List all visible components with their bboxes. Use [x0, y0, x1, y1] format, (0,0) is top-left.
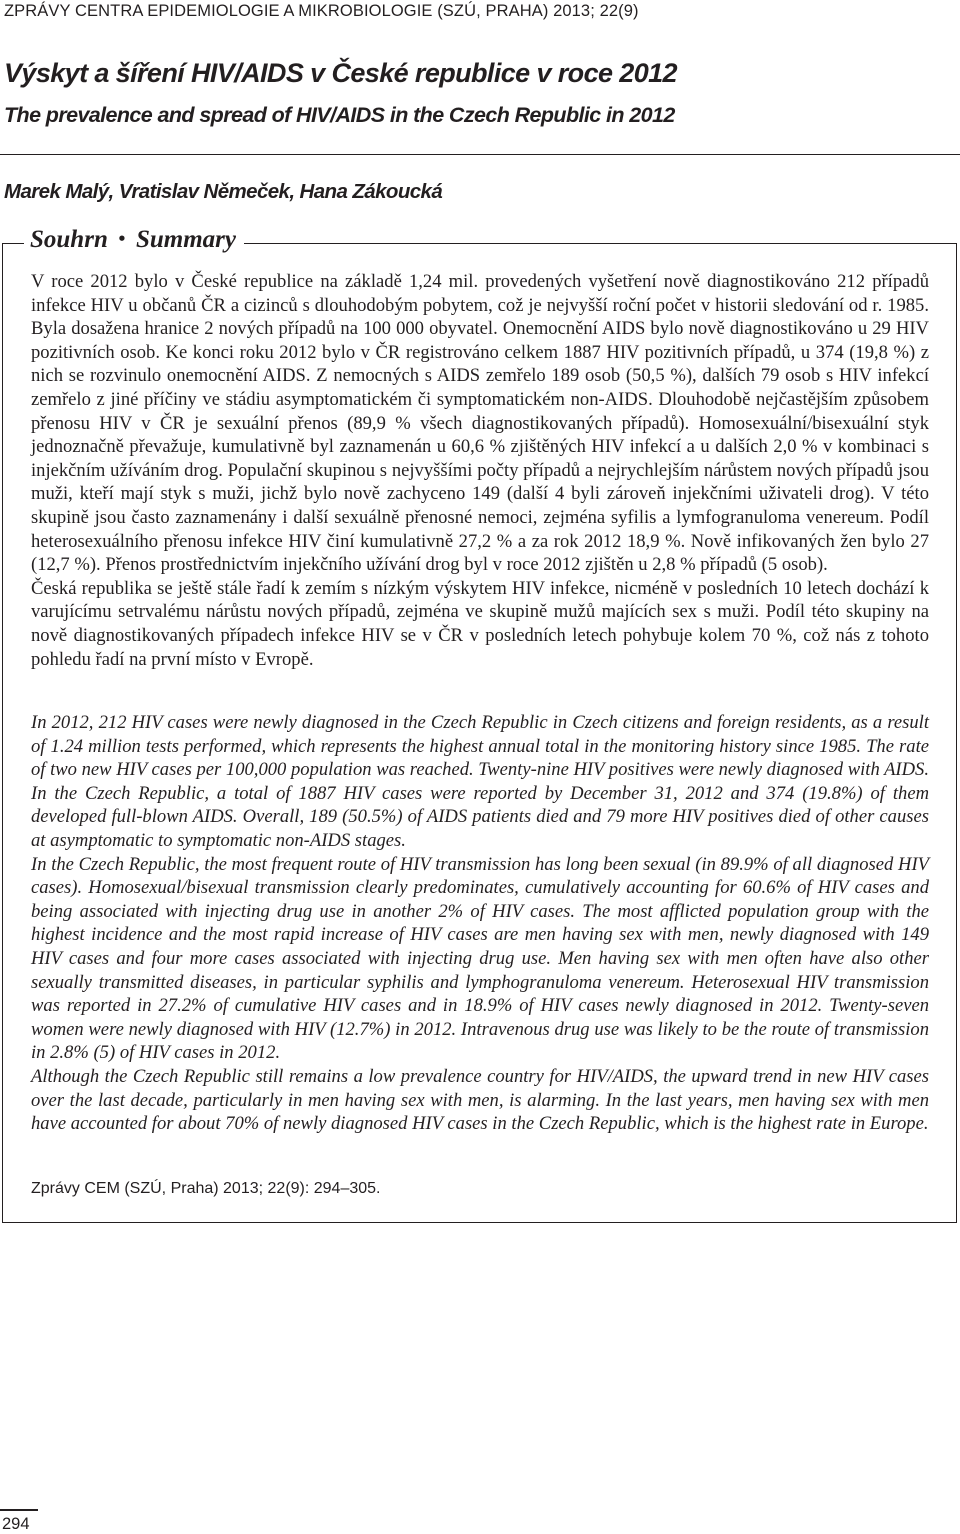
summary-frame-top-right — [244, 243, 957, 244]
journal-header: ZPRÁVY CENTRA EPIDEMIOLOGIE A MIKROBIOLOGIE (SZÚ, PRAHA) 2013; 22(9) — [4, 2, 639, 20]
citation: Zprávy CEM (SZÚ, Praha) 2013; 22(9): 294–305. — [31, 1180, 381, 1197]
article-title-english: The prevalence and spread of HIV/AIDS in the Czech Republic in 2012 — [4, 103, 675, 127]
abstract-czech-paragraph: V roce 2012 bylo v České republice na základě 1,24 mil. provedených vyšetření nově diagnostikováno 212 případů infekce HIV u občanů ČR a cizinců s dlouhodobým pobytem, což je nejvyšší roční počet v historii sledování od r. 1985. Byla dosažena hranice 2 nových případů na 100 000 obyvatel. Onemocnění AIDS bylo nově diagnostikováno u 29 HIV pozitivních osob. Ke konci roku 2012 bylo v ČR registrováno celkem 1887 HIV pozitivních případů, u 374 (19,8 %) z nich se rozvinulo onemocnění AIDS. Z nemocných s AIDS zemřelo 189 osob (50,5 %), dalších 79 osob s HIV infekcí zemřelo z jiné příčiny ve stádiu asymptomatickém či symptomatickém non-AIDS. Dlouhodobě nejčastějším způsobem přenosu HIV v ČR je sexuální přenos (89,9 % všech diagnostikovaných případů). Homosexuální/bisexuální styk jednoznačně převažuje, kumulativně byl zaznamenán u 60,6 % zjištěných HIV infekcí a u dalších 2,0 % v kombinaci s injekčním užíváním drog. Populační skupinou s nejvyššími počty případů a nejrychlejším nárůstem nových případů jsou muži, kteří mají styk s muži, jichž bylo nově zachyceno 149 (další 4 byli zároveň injekčními uživateli drog). V této skupině jsou často zaznamenány i další sexuálně přenosné nemoci, zejména syfilis a lymfogranuloma venereum. Podíl heterosexuálního přenosu infekce HIV činí kumulativně 27,2 % a za rok 2012 18,9 %. Nově infikovaných žen bylo 27 (12,7 %). Přenos prostřednictvím injekčního užívání drog byl v roce 2012 zjištěn u 2,8 % případů (5 osob). — [31, 271, 929, 576]
summary-heading-separator: • — [117, 230, 127, 248]
abstract-english — [31, 711, 929, 1136]
abstract-czech — [31, 270, 929, 671]
abstract-czech-paragraph: Česká republika se ještě stále řadí k zemím s nízkým výskytem HIV infekce, nicméně v posledních 10 letech dochází k varujícímu setrvalému nárůstu nových případů, zejména ve skupině mužů majících sex s muži. Podíl této skupiny na nově diagnostikovaných případech infekce HIV se v ČR v posledních letech pohybuje kolem 70 %, což nás z tohoto pohledu řadí na první místo v Evropě. — [31, 577, 929, 670]
summary-heading-cz: Souhrn — [30, 226, 108, 253]
abstract-english-paragraph: In 2012, 212 HIV cases were newly diagnosed in the Czech Republic in Czech citizens and foreign residents, as a result of 1.24 million tests performed, which represents the highest annual total in the monitoring history since 1985. The rate of two new HIV cases per 100,000 population was reached. Twenty-nine HIV positives were newly diagnosed with AIDS. In the Czech Republic, a total of 1887 HIV cases were reported by December 31, 2012 and 374 (19.8%) of them developed full-blown AIDS. Overall, 189 (50.5%) of AIDS patients died and 79 more HIV positives died of other causes at asymptomatic to symptomatic non-AIDS stages. — [31, 712, 929, 851]
article-title-czech: Výskyt a šíření HIV/AIDS v České republice v roce 2012 — [4, 58, 677, 88]
author-list: Marek Malý, Vratislav Němeček, Hana Zákoucká — [4, 180, 443, 203]
summary-heading — [30, 226, 236, 254]
summary-frame-top-left — [2, 243, 24, 244]
abstract-english-paragraph: Although the Czech Republic still remains a low prevalence country for HIV/AIDS, the upward trend in new HIV cases over the last decade, particularly in men having sex with men, is alarming. In the last years, men having sex with men have accounted for about 70% of newly diagnosed HIV cases in the Czech Republic, which is the highest rate in Europe. — [31, 1065, 929, 1135]
summary-heading-en: Summary — [135, 226, 236, 253]
page-number: 294 — [0, 1509, 38, 1534]
abstract-english-paragraph: In the Czech Republic, the most frequent route of HIV transmission has long been sexual (in 89.9% of all diagnosed HIV cases). Homosexual/bisexual transmission clearly predominates, cumulatively accounting for 60.6% of HIV cases and being associated with injecting drug use in another 2% of HIV cases. The most afflicted population group with the highest incidence and the most rapid increase of HIV cases are men having sex with men, newly diagnosed with 149 HIV cases and four more cases associated with injecting drug use. Men having sex with men often have also other sexually transmitted diseases, in particular syphilis and lymphogranuloma venereum. Heterosexual HIV transmission was reported in 27.2% of cumulative HIV cases and in 18.9% of HIV cases newly diagnosed in 2012. Twenty-seven women were newly diagnosed with HIV (12.7%) in 2012. Intravenous drug use was likely to be the route of transmission in 2.8% (5) of HIV cases in 2012. — [31, 853, 929, 1064]
header-divider — [0, 154, 960, 155]
